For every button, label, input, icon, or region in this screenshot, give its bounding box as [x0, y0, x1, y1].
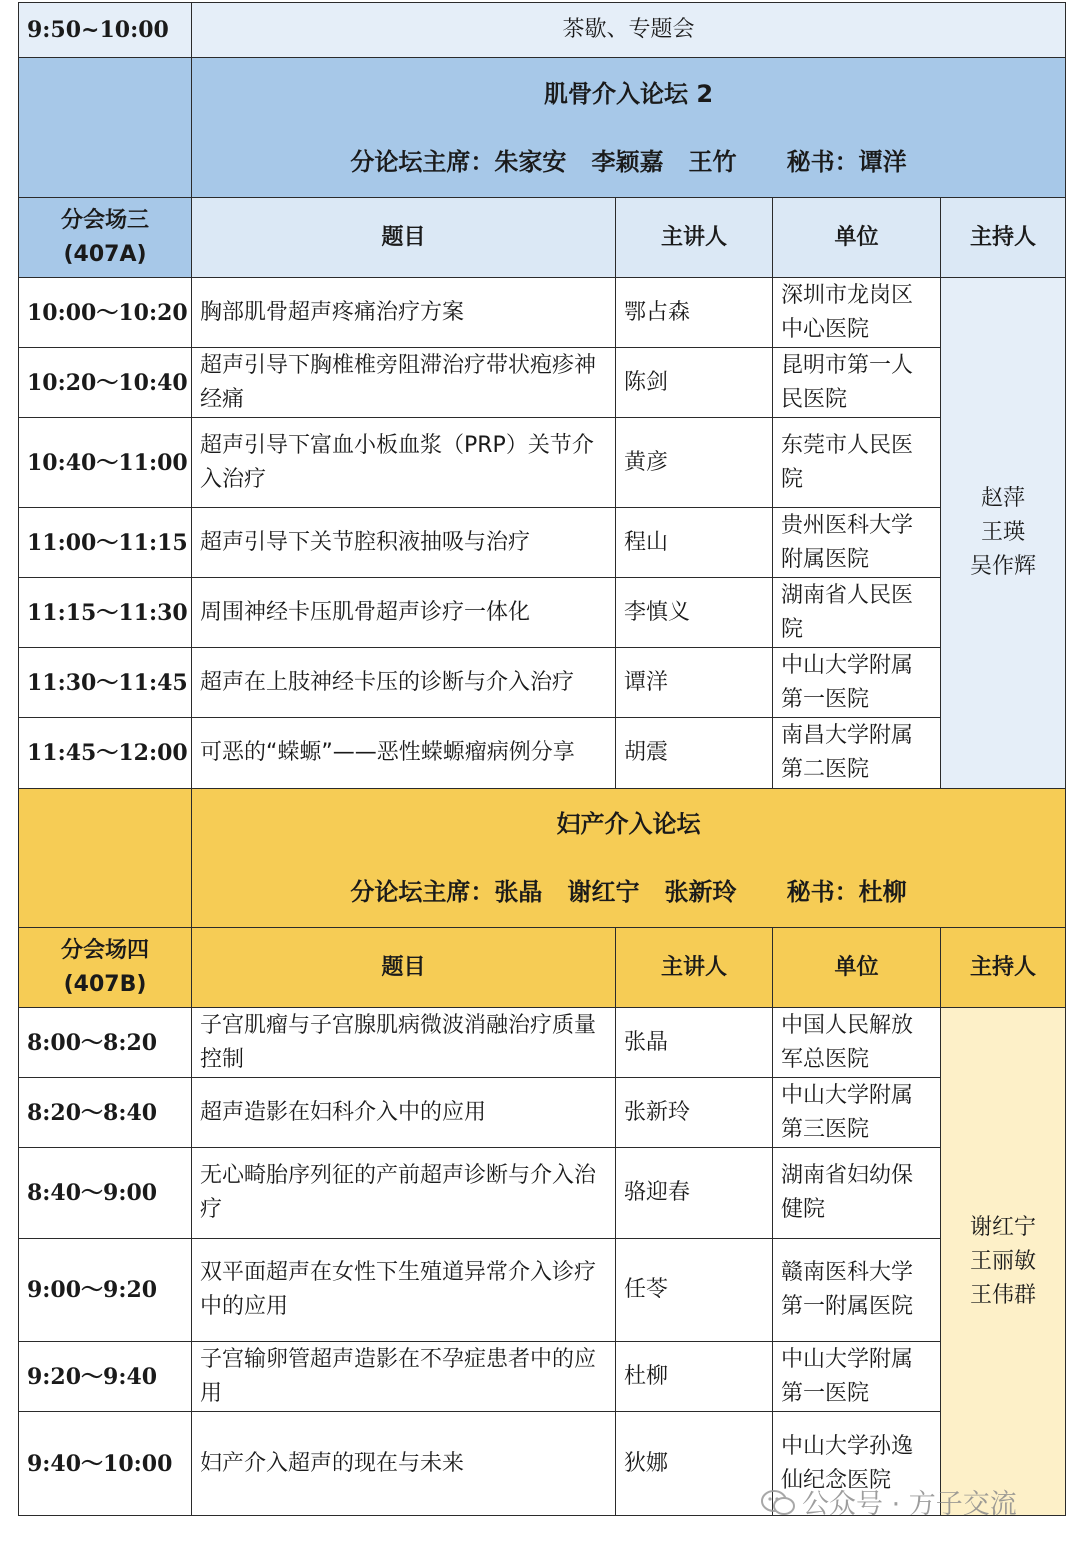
- break-label: 茶歇、专题会: [192, 3, 1066, 58]
- session-topic: 妇产介入超声的现在与未来: [192, 1412, 616, 1516]
- session-org: 中山大学孙逸仙纪念医院: [773, 1412, 941, 1516]
- break-time: 9:50~10:00: [19, 3, 192, 58]
- host-name: 谢红宁: [970, 1214, 1037, 1240]
- session-time: 9:40～10:00: [19, 1412, 192, 1516]
- session-org: 中山大学附属第一医院: [773, 648, 941, 718]
- wechat-icon: [760, 1489, 796, 1517]
- header-speaker: 主讲人: [616, 928, 773, 1008]
- room-code: (407B): [63, 971, 147, 997]
- break-row: [19, 3, 1066, 58]
- session-org: 中山大学附属第三医院: [773, 1078, 941, 1148]
- session-time: 9:00～9:20: [19, 1239, 192, 1342]
- session-org: 赣南医科大学第一附属医院: [773, 1239, 941, 1342]
- session-speaker: 张新玲: [616, 1078, 773, 1148]
- session-org: 昆明市第一人民医院: [773, 348, 941, 418]
- session-org: 深圳市龙岗区中心医院: [773, 278, 941, 348]
- session-speaker: 任苓: [616, 1239, 773, 1342]
- table-row: [19, 418, 1066, 508]
- session-org: 东莞市人民医院: [773, 418, 941, 508]
- session-org: 湖南省妇幼保健院: [773, 1148, 941, 1239]
- header-org: 单位: [773, 928, 941, 1008]
- session-time: 8:40～9:00: [19, 1148, 192, 1239]
- header-host: 主持人: [941, 928, 1066, 1008]
- session-speaker: 程山: [616, 508, 773, 578]
- host-cell: [941, 278, 1066, 789]
- room-label: [19, 928, 192, 1008]
- session-topic: 超声引导下关节腔积液抽吸与治疗: [192, 508, 616, 578]
- forum-title: 肌骨介入论坛 2: [543, 79, 714, 108]
- session-time: 11:45～12:00: [19, 718, 192, 789]
- forum-header-musculoskeletal: [19, 58, 1066, 198]
- session-time: 8:20～8:40: [19, 1078, 192, 1148]
- header-host: 主持人: [941, 198, 1066, 278]
- forum-title: 妇产介入论坛: [556, 810, 701, 838]
- host-name: 王丽敏: [970, 1248, 1037, 1274]
- session-speaker: 骆迎春: [616, 1148, 773, 1239]
- session-topic: 周围神经卡压肌骨超声诊疗一体化: [192, 578, 616, 648]
- session-time: 9:20～9:40: [19, 1342, 192, 1412]
- forum-header-blank: [19, 789, 192, 928]
- session-time: 11:15～11:30: [19, 578, 192, 648]
- session-speaker: 黄彦: [616, 418, 773, 508]
- session-speaker: 狄娜: [616, 1412, 773, 1516]
- table-row: [19, 348, 1066, 418]
- session-org: 中山大学附属第一医院: [773, 1342, 941, 1412]
- room-label: [19, 198, 192, 278]
- column-header-row: [19, 928, 1066, 1008]
- header-org: 单位: [773, 198, 941, 278]
- table-row: [19, 508, 1066, 578]
- header-topic: 题目: [192, 928, 616, 1008]
- table-row: [19, 278, 1066, 348]
- watermark-text: 公众号 · 方子交流: [802, 1489, 1017, 1520]
- session-topic: 子宫肌瘤与子宫腺肌病微波消融治疗质量控制: [192, 1008, 616, 1078]
- host-name: 赵萍: [981, 486, 1026, 511]
- table-row: [19, 718, 1066, 789]
- session-org: 南昌大学附属第二医院: [773, 718, 941, 789]
- session-speaker: 鄂占森: [616, 278, 773, 348]
- room-name: 分会场四: [60, 937, 149, 963]
- session-topic: 胸部肌骨超声疼痛治疗方案: [192, 278, 616, 348]
- session-speaker: 陈剑: [616, 348, 773, 418]
- session-time: 10:40～11:00: [19, 418, 192, 508]
- session-topic: 超声在上肢神经卡压的诊断与介入治疗: [192, 648, 616, 718]
- session-topic: 超声引导下胸椎椎旁阻滞治疗带状疱疹神经痛: [192, 348, 616, 418]
- session-org: 中国人民解放军总医院: [773, 1008, 941, 1078]
- session-speaker: 张晶: [616, 1008, 773, 1078]
- table-row: [19, 1239, 1066, 1342]
- session-time: 10:20～10:40: [19, 348, 192, 418]
- session-topic: 可恶的“蝾螈”——恶性蝾螈瘤病例分享: [192, 718, 616, 789]
- session-org: 贵州医科大学附属医院: [773, 508, 941, 578]
- watermark: [760, 1482, 1017, 1521]
- forum-chairs: 分论坛主席：张晶 谢红宁 张新玲 秘书：杜柳: [350, 878, 907, 906]
- session-org: 湖南省人民医院: [773, 578, 941, 648]
- forum-header-content: [192, 58, 1066, 198]
- session-speaker: 杜柳: [616, 1342, 773, 1412]
- room-name: 分会场三: [60, 207, 149, 233]
- session-time: 10:00～10:20: [19, 278, 192, 348]
- host-name: 王瑛: [981, 520, 1026, 545]
- session-time: 11:00～11:15: [19, 508, 192, 578]
- table-row: [19, 1078, 1066, 1148]
- header-topic: 题目: [192, 198, 616, 278]
- session-speaker: 胡震: [616, 718, 773, 789]
- host-cell: [941, 1008, 1066, 1516]
- room-code: (407A): [63, 241, 147, 267]
- host-name: 王伟群: [970, 1282, 1037, 1308]
- table-row: [19, 1148, 1066, 1239]
- schedule-table: [18, 2, 1066, 1516]
- session-topic: 超声造影在妇科介入中的应用: [192, 1078, 616, 1148]
- table-row: [19, 1342, 1066, 1412]
- table-row: [19, 578, 1066, 648]
- session-speaker: 李慎义: [616, 578, 773, 648]
- table-row: [19, 648, 1066, 718]
- header-speaker: 主讲人: [616, 198, 773, 278]
- session-topic: 子宫输卵管超声造影在不孕症患者中的应用: [192, 1342, 616, 1412]
- session-topic: 双平面超声在女性下生殖道异常介入诊疗中的应用: [192, 1239, 616, 1342]
- forum-chairs: 分论坛主席：朱家安 李颖嘉 王竹 秘书：谭洋: [350, 147, 907, 176]
- host-name: 吴作辉: [970, 554, 1037, 579]
- forum-header-obstetrics: [19, 789, 1066, 928]
- forum-header-blank: [19, 58, 192, 198]
- table-row: [19, 1008, 1066, 1078]
- session-time: 11:30～11:45: [19, 648, 192, 718]
- session-topic: 超声引导下富血小板血浆（PRP）关节介入治疗: [192, 418, 616, 508]
- column-header-row: [19, 198, 1066, 278]
- session-topic: 无心畸胎序列征的产前超声诊断与介入治疗: [192, 1148, 616, 1239]
- session-speaker: 谭洋: [616, 648, 773, 718]
- forum-header-content: [192, 789, 1066, 928]
- session-time: 8:00～8:20: [19, 1008, 192, 1078]
